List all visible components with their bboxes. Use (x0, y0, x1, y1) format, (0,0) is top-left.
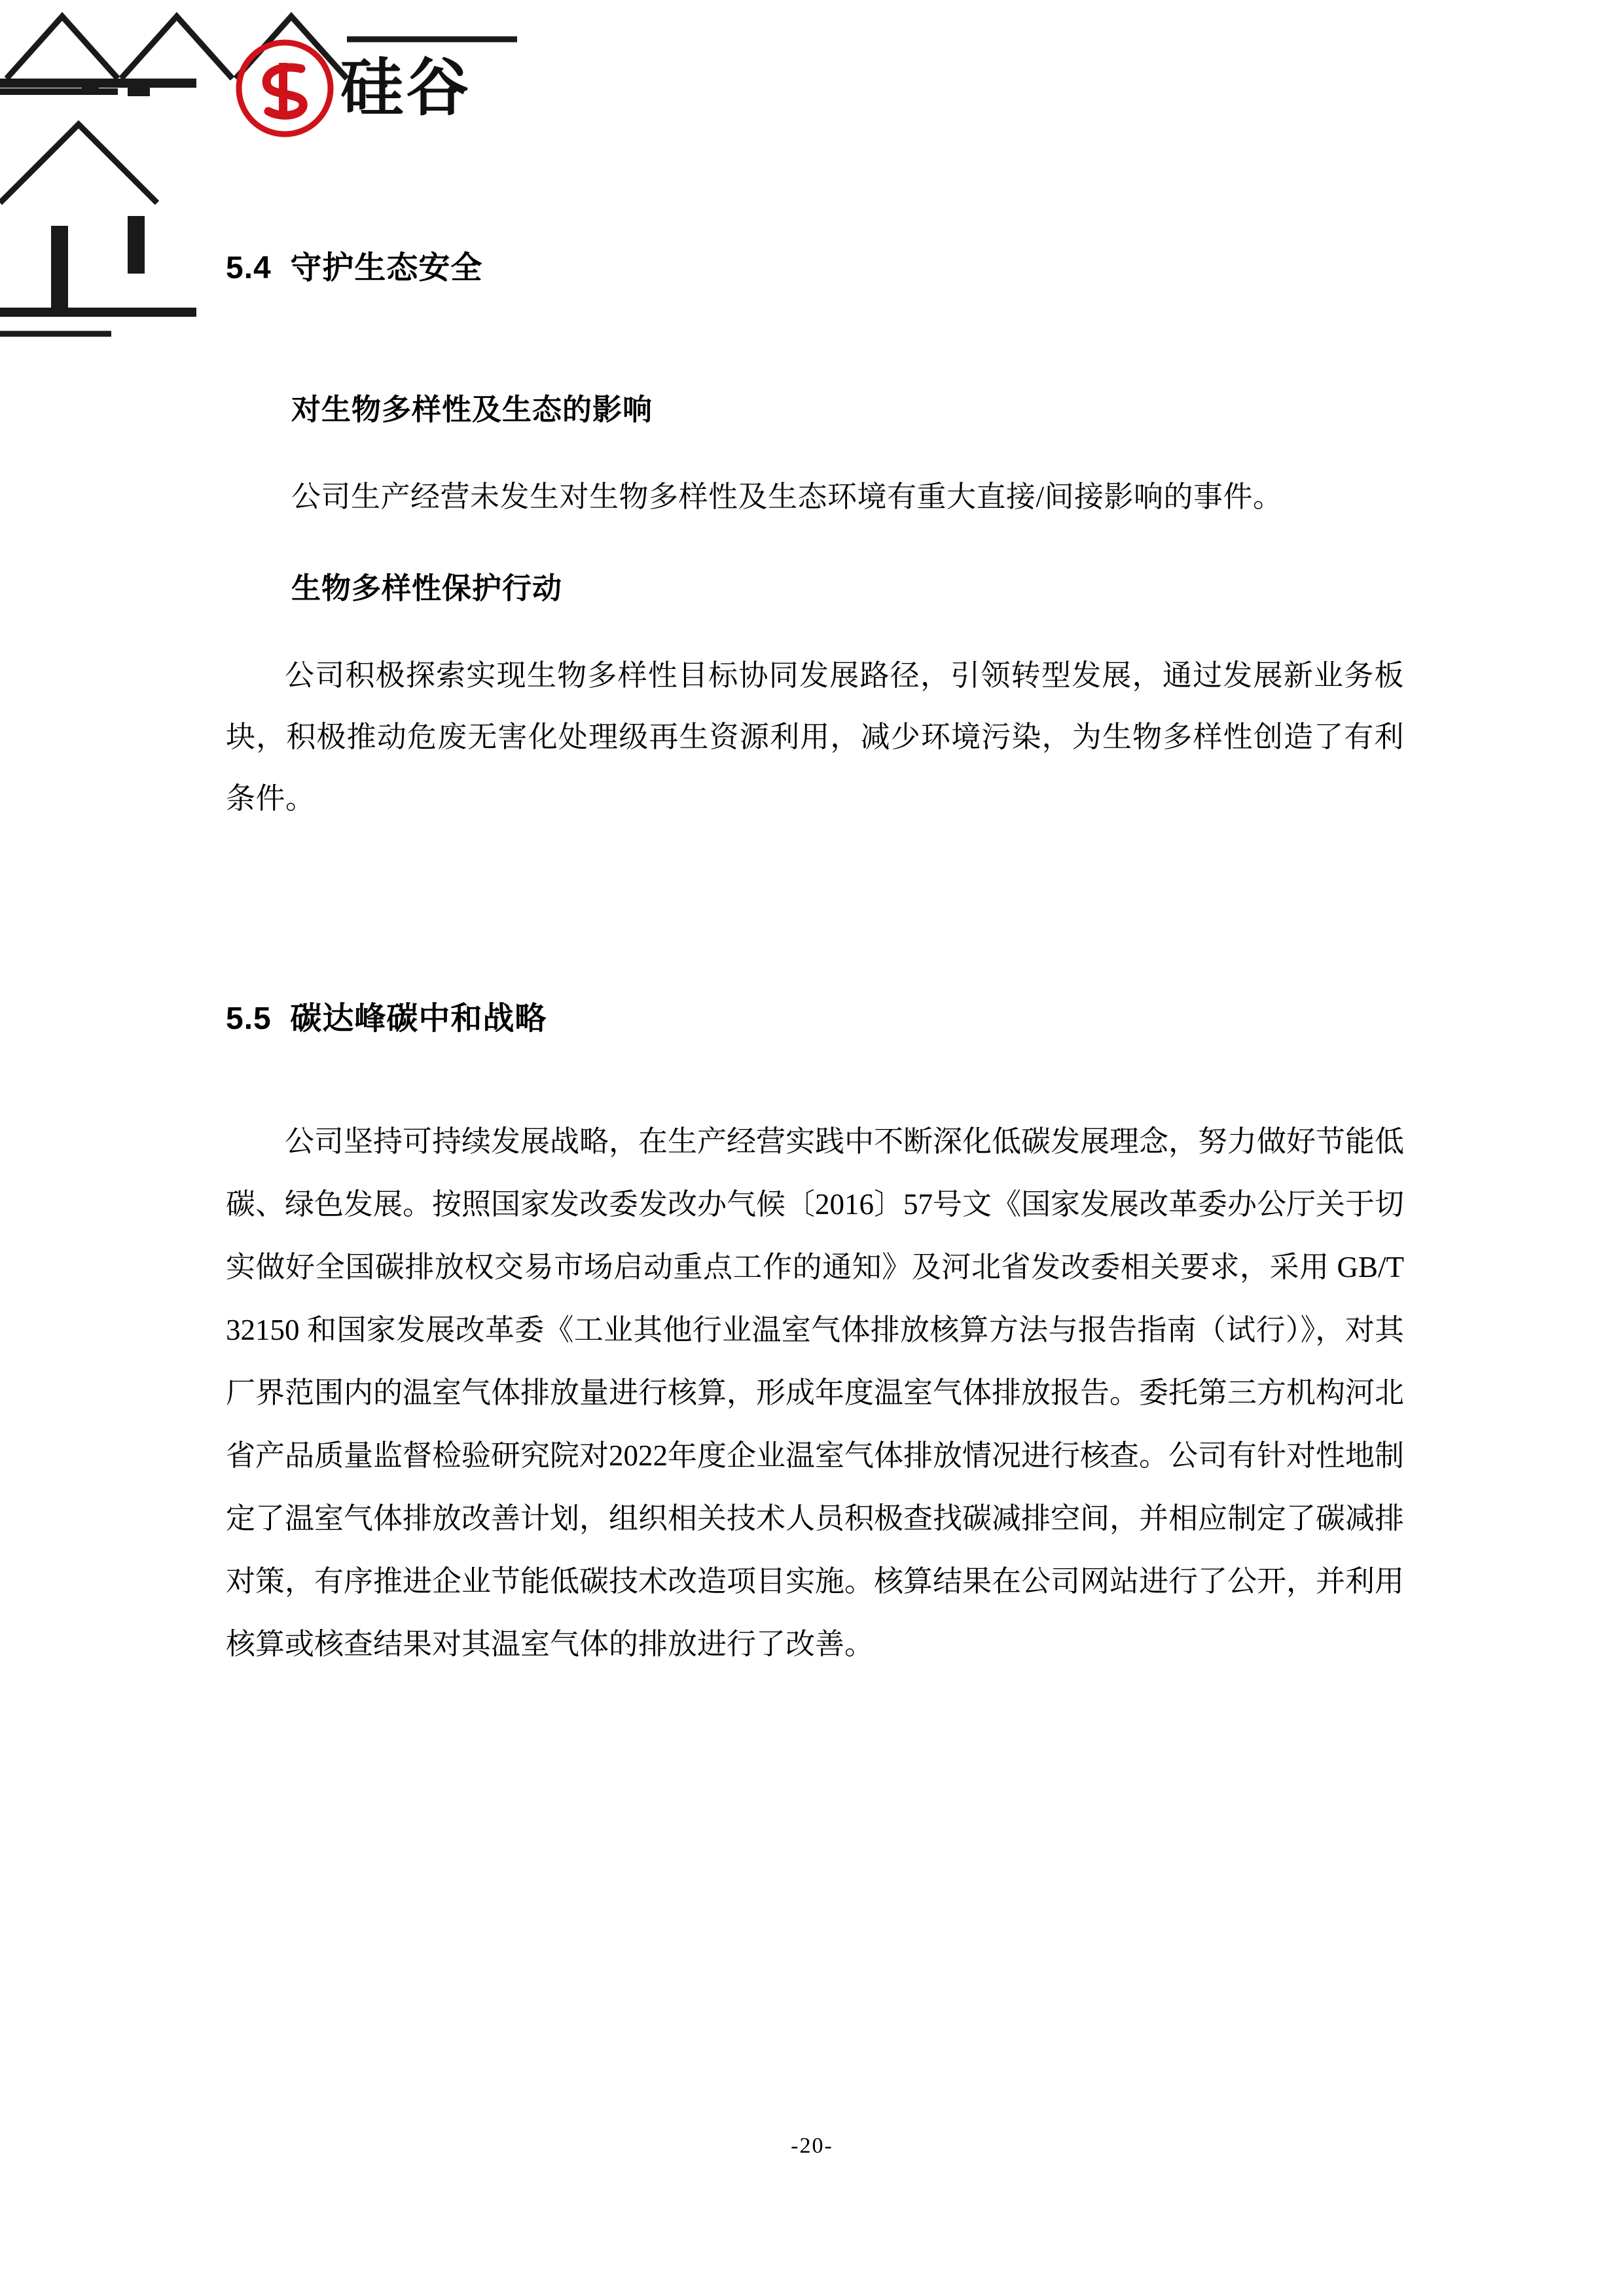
section-heading-5-5 (226, 993, 1404, 1038)
section-number-5-4: 5.4 (226, 251, 272, 285)
company-logo-text: 硅谷 (340, 53, 471, 123)
company-logo (236, 39, 471, 137)
paragraph-biodiversity-impact: 公司生产经营未发生对生物多样性及生态环境有重大直接/间接影响的事件。 (291, 480, 1283, 513)
paragraph-biodiversity-action: 公司积极探索实现生物多样性目标协同发展路径，引领转型发展，通过发展新业务板块，积极推动危废无害化处理级再生资源利用，减少环境污染，为生物多样性创造了有利条件。 (226, 659, 1404, 815)
subsection-heading-biodiversity-impact: 对生物多样性及生态的影响 (291, 393, 653, 426)
section-title-5-5: 碳达峰碳中和战略 (290, 1001, 547, 1036)
paragraph-carbon-strategy: 公司坚持可持续发展战略，在生产经营实践中不断深化低碳发展理念，努力做好节能低碳、绿色发展。按照国家发改委发改办气候〔2016〕57号文《国家发展改革委办公厅关于切实做好全国碳排放权交易市场启动重点工作的通知》及河北省发改委相关要求，采用 GB/T 32150 和国家发展改革委《工业其他行业温室气体排放核算方法与报告指南（试行）》，对其厂界范围内的温室气体排放量进行核算，形成年度温室气体排放报告。委托第三方机构河北省产品质量监督检验研究院对2022年度企业温室气体排放情况进行核查。公司有针对性地制定了温室气体排放改善计划，组织相关技术人员积极查找碳减排空间，并相应制定了碳减排对策，有序推进企业节能低碳技术改造项目实施。核算结果在公司网站进行了公开，并利用核算或核查结果对其温室气体的排放进行了改善。 (226, 1125, 1405, 1660)
page-footer (0, 2134, 1624, 2159)
page-number: -20- (791, 2134, 833, 2158)
section-number-5-5: 5.5 (226, 1001, 272, 1036)
document-content (226, 242, 1404, 1676)
silicon-valley-logo-mark-icon (236, 39, 334, 137)
subsection-heading-biodiversity-action: 生物多样性保护行动 (291, 572, 563, 605)
section-title-5-4: 守护生态安全 (290, 251, 483, 285)
section-heading-5-4 (226, 242, 1404, 287)
